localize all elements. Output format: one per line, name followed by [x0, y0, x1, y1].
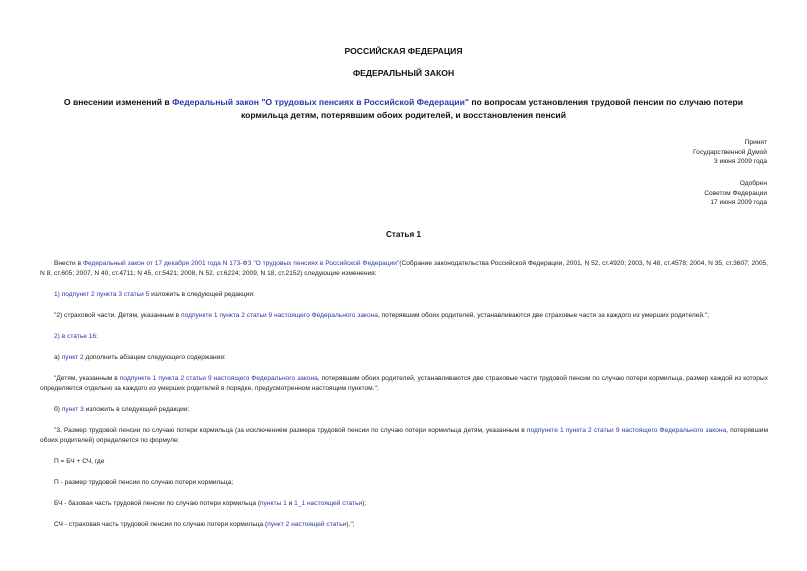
points-1-link[interactable]: пункты 1 [260, 500, 287, 507]
item-1-quote-paragraph [40, 311, 768, 321]
item-2a-quote-text: "Детям, указанным в [54, 375, 120, 382]
definition-bch-text: БЧ - базовая часть трудовой пенсии по случаю потери кормильца ( [54, 500, 261, 507]
item-2b-text: изложить в следующей редакции: [83, 406, 190, 413]
definition-p: П - размер трудовой пенсии по случаю потери кормильца; [54, 479, 234, 486]
point-2-this-article-link[interactable]: пункт 2 настоящей статьи [267, 521, 347, 528]
definition-bch-end: ); [362, 500, 367, 507]
item-2-paragraph [40, 332, 768, 342]
document-type-heading: ФЕДЕРАЛЬНЫЙ ЗАКОН [352, 68, 455, 78]
approval-line: Советом Федерации [704, 189, 767, 197]
article-16-link[interactable]: статье 16 [67, 333, 97, 340]
article-9-link[interactable]: подпункте 1 пункта 2 статьи 9 настоящего Федерального закона [119, 375, 318, 382]
definition-sch-text: СЧ - страховая часть трудовой пенсии по случаю потери кормильца ( [54, 521, 268, 528]
intro-text: Внести в [54, 260, 83, 267]
article-heading: Статья 1 [385, 230, 422, 239]
item-2a-quote-paragraph [40, 374, 768, 395]
item-1-number: 1) [54, 291, 62, 298]
point-3-link[interactable]: пункт 3 [61, 406, 84, 413]
item-2-colon: : [96, 333, 98, 340]
article-5-link[interactable]: подпункт 2 пункта 3 статьи 5 [61, 291, 150, 298]
adoption-line: Государственной Думой [693, 148, 767, 156]
article-9-link[interactable]: подпункте 1 пункта 2 статьи 9 настоящего Федерального закона [181, 312, 378, 319]
item-2-number: 2) в [54, 333, 68, 340]
item-2a-quote-end: , потерявшим обоих родителей, устанавливаются две страховые части трудовой пенсии по случаю потери кормильца, размер каждой из которых определяется отдельно за каждого из умерших родителей в порядке, предусмотренном настоящим пунктом."; [40, 375, 768, 393]
item-1-quote-end: , потерявшим обоих родителей, устанавливаются две страховые части за каждого из умерших родителей."; [377, 312, 710, 319]
item-1-quote-text: "2) страховой части. Детям, указанным в [54, 312, 181, 319]
item-1-text: изложить в следующей редакции: [149, 291, 255, 298]
definition-sch [40, 520, 768, 530]
point-1-1-link[interactable]: 1_1 настоящей статьи [294, 500, 363, 507]
item-2a-paragraph [40, 353, 768, 363]
article-9-link[interactable]: подпункте 1 пункта 2 статьи 9 настоящего Федерального закона [526, 427, 727, 434]
title-text: О внесении изменений в [63, 97, 173, 107]
item-1-paragraph [40, 290, 768, 300]
intro-text-end: (Собрание законодательства Российской Федерации, 2001, N 52, ст.4920; 2003, N 48, ст.4578; 2004, N 35, ст.3607; 2005, N 8, ст.605; 2007, N 40, ст.4711; N 45, ст.5421; 2008, N 52, ст.6224; 2009, N 18, ст.2152) следующие изменения: [40, 260, 768, 278]
item-2b-quote-end: , потерявшим обоих родителей) определяется по формуле: [40, 427, 768, 445]
adoption-line: Принят [744, 139, 767, 146]
article-intro-paragraph [40, 259, 768, 280]
point-2-link[interactable]: пункт 2 [61, 354, 84, 361]
title-text-end: по вопросам установления трудовой пенсии по случаю потери кормильца детям, потерявшим обоих родителей, и восстановления пенсий [240, 97, 744, 120]
law-173fz-link[interactable]: Федеральный закон от 17 декабря 2001 года N 173-ФЗ "О трудовых пенсиях в Российской Федерации" [82, 260, 400, 267]
law-title [40, 96, 767, 122]
formula-line: П = БЧ + СЧ, где [54, 458, 105, 465]
item-2b-letter: б) [54, 406, 62, 413]
item-2b-quote-paragraph [40, 426, 768, 447]
item-2b-quote-text: "3. Размер трудовой пенсии по случаю потери кормильца (за исключением размера трудовой пенсии по случаю потери кормильца детям, указанным в [54, 427, 527, 434]
adoption-block [693, 138, 767, 167]
definition-sch-end: )."; [346, 521, 355, 528]
approval-date: 17 июня 2009 года [710, 199, 767, 207]
definition-bch [40, 499, 768, 509]
adoption-date: 3 июня 2009 года [714, 158, 767, 166]
definition-bch-and: и [286, 500, 295, 507]
country-heading: РОССИЙСКАЯ ФЕДЕРАЦИЯ [344, 46, 463, 56]
item-2a-letter: а) [54, 354, 62, 361]
title-law-link[interactable]: Федеральный закон "О трудовых пенсиях в Российской Федерации" [172, 97, 469, 107]
item-2a-text: дополнить абзацем следующего содержания: [83, 354, 226, 361]
item-2b-paragraph [40, 405, 768, 415]
approval-line: Одобрен [739, 180, 767, 187]
approval-block [704, 179, 767, 208]
